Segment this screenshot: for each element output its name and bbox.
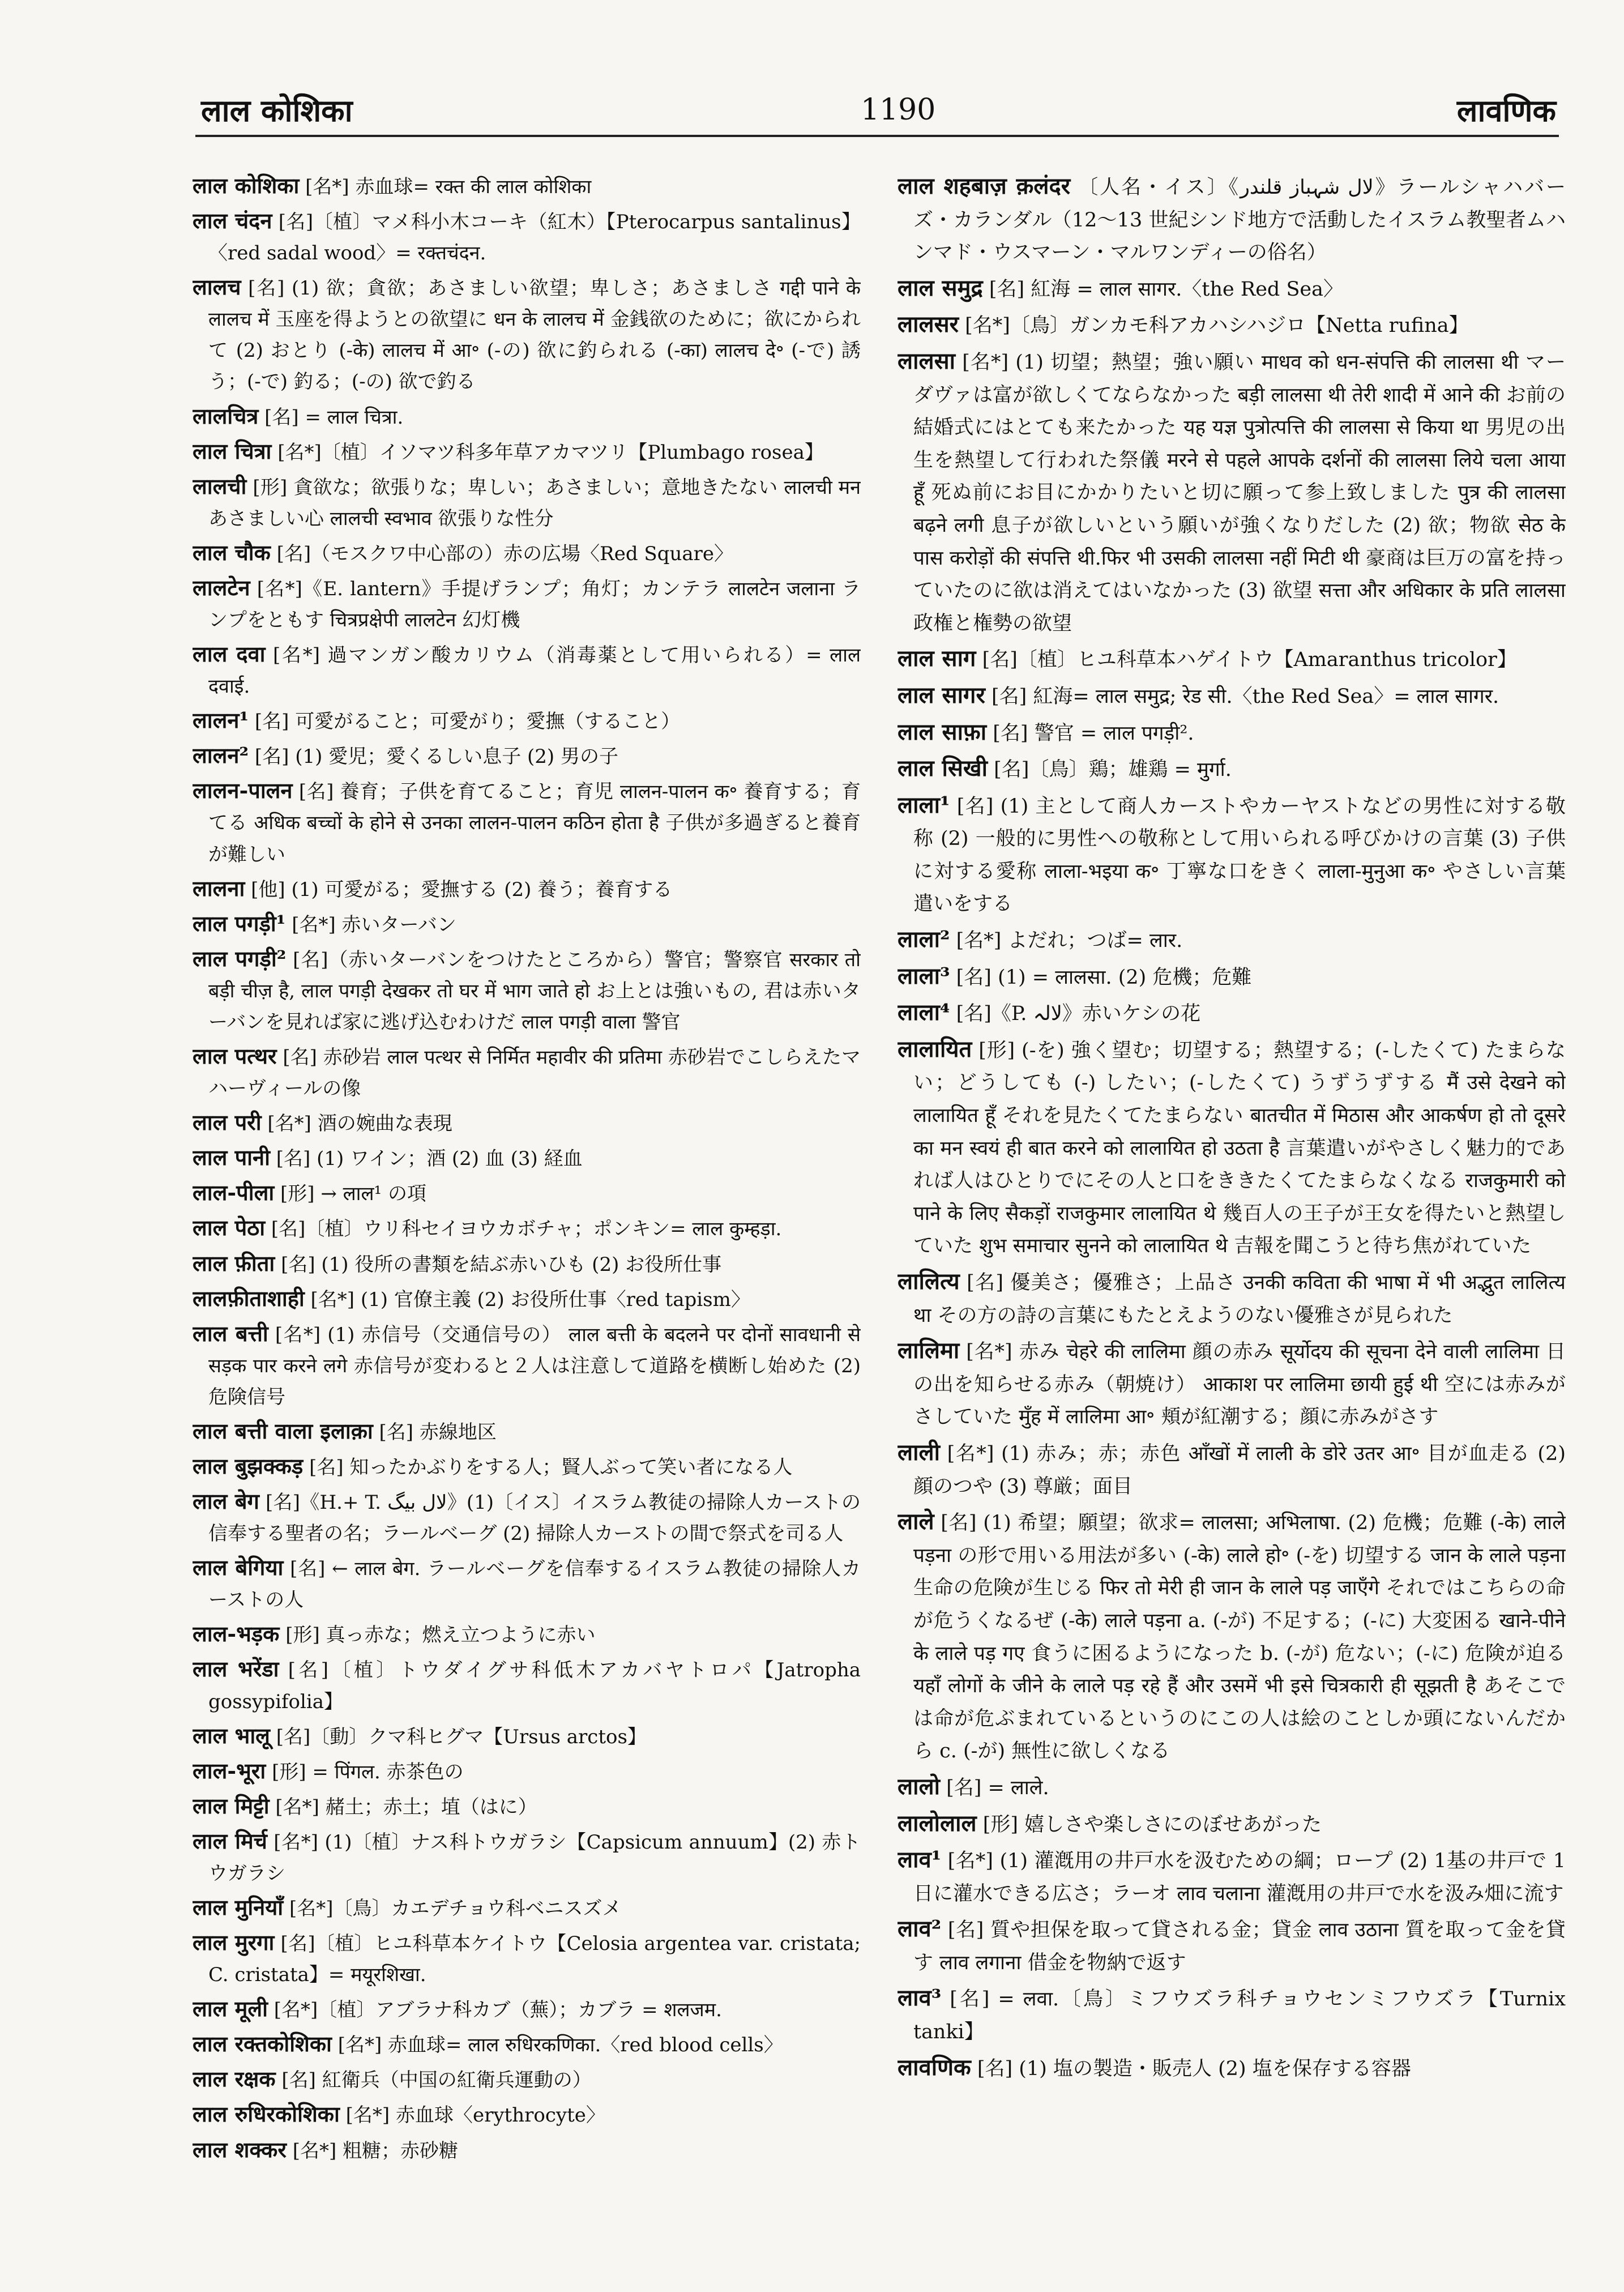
entry-headword: लाल मुनियाँ — [193, 1894, 284, 1920]
dictionary-entry — [193, 170, 861, 203]
entry-body: [名] 赤砂岩 लाल पत्थर से निर्मित महावीर की प्रतिमा 赤砂岩でこしらえたマハーヴィールの像 — [208, 1046, 861, 1100]
entry-headword: लाल फ़ीता — [193, 1250, 275, 1276]
header-rule — [195, 135, 1559, 137]
entry-body: [名] 質や担保を取って貸される金；貸金 लाव उठाना 質を取って金を貸す लाव लगाना 借金を物納で返す — [913, 1919, 1566, 1974]
dictionary-entry — [193, 2063, 861, 2096]
entry-headword: लाल पत्थर — [193, 1043, 277, 1069]
dictionary-entry — [193, 1618, 861, 1651]
entry-headword: लाव³ — [898, 1984, 942, 2012]
entry-body: 〔人名・イス〕《لال شہباز قلندر》ラールシャハバーズ・カランダル（12〜13 世紀シンド地方で活動したイスラム教聖者ムハンマド・ウスマーン・マルワンディーの俗名） — [913, 176, 1566, 264]
entry-headword: लाल मूली — [193, 1996, 268, 2022]
entry-body: [名*] 粗糖；赤砂糖 — [292, 2139, 459, 2162]
entry-headword: लाल चंदन — [193, 208, 272, 234]
dictionary-entry — [193, 471, 861, 535]
entry-headword: लालसा — [898, 347, 955, 374]
entry-body: [名*] 酒の婉曲な表現 — [267, 1112, 452, 1136]
entry-headword: लालसर — [898, 311, 959, 338]
dictionary-entry — [193, 1720, 861, 1753]
entry-body: [名] 知ったかぶりをする人；賢人ぶって笑い者になる人 — [309, 1456, 793, 1479]
entry-headword: लाल पगड़ी¹ — [193, 910, 286, 936]
entry-headword: लावणिक — [898, 2054, 971, 2081]
entry-headword: लाला³ — [898, 962, 950, 989]
entry-headword: लालना — [193, 875, 245, 901]
entry-headword: लाल-पीला — [193, 1180, 275, 1206]
entry-body: [名]〔植〕ヒユ科草本ハゲイトウ【Amaranthus tricolor】 — [982, 648, 1517, 672]
dictionary-entry — [193, 740, 861, 772]
entry-headword: लाल पानी — [193, 1145, 270, 1171]
dictionary-entry — [193, 1486, 861, 1550]
entry-body: [名] (1) 役所の書類を結ぶ赤いひも (2) お役所仕事 — [281, 1253, 722, 1276]
entry-headword: लाली — [898, 1439, 940, 1466]
running-head-right: लावणिक — [1456, 92, 1556, 129]
dictionary-entry — [193, 1450, 861, 1483]
dictionary-entry — [898, 272, 1566, 306]
entry-headword: लाल चित्रा — [193, 438, 272, 464]
dictionary-entry — [193, 1040, 861, 1104]
entry-headword: लालन¹ — [193, 707, 249, 733]
dictionary-entry — [193, 400, 861, 433]
dictionary-entry — [193, 1825, 861, 1889]
dictionary-entry — [898, 2051, 1566, 2086]
entry-headword: लाल दवा — [193, 641, 266, 667]
entry-body: [名*]〔植〕イソマツ科多年草アカマツリ【Plumbago rosea】 — [277, 441, 824, 464]
entry-body: [名]〔植〕ヒユ科草本ケイトウ【Celosia argentea var. cristata; C. cristata】= मयूरशिखा. — [208, 1932, 861, 1987]
entry-headword: लाल शक्कर — [193, 2136, 287, 2162]
entry-body: [名] 紅海= लाल समुद्र; रेड सी.〈the Red Sea〉= लाल सागर. — [991, 685, 1499, 708]
entry-body: [名] = लवा.〔鳥〕ミフウズラ科チョウセンミフウズラ【Turnix tanki】 — [913, 1988, 1566, 2044]
page-number: 1190 — [861, 93, 936, 127]
dictionary-entry — [193, 2098, 861, 2131]
dictionary-entry — [193, 436, 861, 468]
entry-body: [形] 真っ赤な；燃え立つように赤い — [285, 1624, 596, 1647]
entry-headword: लाल सागर — [898, 681, 985, 708]
entry-body: [名*] 赤み चेहरे की लालिमा 顔の赤み सूर्योदय की सूचना देने वाली लालिमा 日の出を知らせる赤み（朝焼け） आकाश पर लालिमा छायी हुई थी 空には赤みがさしていた मुँह में लालिमा आ॰ 頬が紅潮する；顔に赤みがさす — [913, 1341, 1566, 1429]
entry-headword: लाल रक्षक — [193, 2066, 276, 2092]
entry-headword: लालिमा — [898, 1337, 960, 1364]
dictionary-entry — [898, 789, 1566, 921]
entry-body: [名*]〔植〕アブラナ科カブ（蕪）；カブラ = शलजम. — [273, 1999, 722, 2022]
entry-body: [名] 赤線地区 — [379, 1420, 497, 1444]
dictionary-entry — [193, 2028, 861, 2061]
entry-body: [他] (1) 可愛がる；愛撫する (2) 養う；養育する — [251, 878, 673, 901]
entry-headword: लालोलाल — [898, 1809, 977, 1837]
entry-body: [名] 警官 = लाल पगड़ी². — [993, 722, 1194, 745]
entry-headword: लाव² — [898, 1915, 942, 1943]
entry-headword: लालचित्र — [193, 403, 259, 429]
entry-body: [名*] 赤血球〈erythrocyte〉 — [345, 2104, 605, 2127]
entry-headword: लाला¹ — [898, 791, 950, 818]
dictionary-entry — [193, 271, 861, 398]
entry-body: [名]《P. لالہ》赤いケシの花 — [956, 1002, 1201, 1026]
entry-headword: लालो — [898, 1773, 940, 1800]
dictionary-entry — [898, 1807, 1566, 1842]
entry-body: [名*] 赤血球= रक्त की लाल कोशिका — [305, 176, 592, 198]
entry-headword: लाल मिट्टी — [193, 1792, 270, 1819]
running-head-left: लाल कोशिका — [201, 92, 353, 129]
entry-headword: लाले — [898, 1508, 934, 1535]
dictionary-entry — [898, 1913, 1566, 1979]
dictionary-entry — [193, 943, 861, 1038]
entry-body: [形] 嬉しさや楽しさにのぼせあがった — [982, 1813, 1322, 1836]
entry-body: [名*]〔鳥〕カエデチョウ科ベニスズメ — [289, 1897, 622, 1920]
entry-headword: लाल मिर्च — [193, 1828, 267, 1854]
dictionary-entry — [898, 1033, 1566, 1263]
dictionary-entry — [898, 996, 1566, 1031]
entry-headword: लाल बत्ती वाला इलाक़ा — [193, 1418, 373, 1444]
dictionary-entry — [193, 908, 861, 941]
dictionary-entry — [193, 2134, 861, 2167]
entry-headword: लालची — [193, 473, 247, 499]
dictionary-entry — [193, 1212, 861, 1245]
entry-body: [名*] (1) 官僚主義 (2) お役所仕事〈red tapism〉 — [310, 1288, 750, 1311]
entry-headword: लाल रक्तकोशिका — [193, 2031, 332, 2057]
dictionary-entry — [898, 960, 1566, 995]
entry-body: [名] 紅衛兵（中国の紅衛兵運動の） — [281, 2069, 592, 2092]
entry-headword: लाला⁴ — [898, 999, 950, 1026]
dictionary-entry — [898, 170, 1566, 270]
dictionary-entry — [898, 345, 1566, 640]
dictionary-entry — [193, 1248, 861, 1281]
dictionary-entry — [193, 1755, 861, 1788]
column-right — [898, 170, 1566, 2254]
entry-body: [形] = पिंगल. 赤茶色の — [272, 1760, 464, 1783]
entry-body: [名] (1) ワイン；酒 (2) 血 (3) 経血 — [276, 1147, 583, 1171]
entry-body: [名] = लाल चित्रा. — [264, 406, 404, 429]
entry-headword: लाल परी — [193, 1109, 262, 1136]
dictionary-entry — [193, 1653, 861, 1717]
dictionary-entry — [193, 1993, 861, 2026]
entry-headword: लाल साफ़ा — [898, 718, 987, 745]
dictionary-entry — [898, 1770, 1566, 1805]
dictionary-entry — [193, 537, 861, 570]
entry-headword: लाल बत्ती — [193, 1320, 268, 1346]
entry-body: [名] = लाले. — [946, 1776, 1049, 1799]
entry-body: [名*] よだれ；つば= लार. — [956, 929, 1183, 953]
entry-body: [名] 養育；子供を育てること；育児 लालन-पालन क॰ 養育する；育てる अधिक बच्चों के होने से उनका लालन-पालन कठिन होता है 子供が多過ぎると養育が難しい — [208, 780, 861, 866]
dictionary-entry — [193, 1177, 861, 1210]
entry-headword: लाल पगड़ी² — [193, 945, 287, 971]
entry-headword: लालित्य — [898, 1268, 960, 1295]
entry-body: [名] (1) 愛児；愛くるしい息子 (2) 男の子 — [254, 745, 619, 769]
entry-body: [名]（赤いターバンをつけたところから）警官；警察官 सरकार तो बड़ी चीज़ है, लाल पगड़ी देखकर तो घर में भाग जाते हो お上とは強いもの, 君は赤いターバンを見れば家に逃げ込むわけだ लाल पगड़ी वाला 警官 — [208, 948, 861, 1034]
dictionary-entry — [193, 1142, 861, 1175]
dictionary-entry — [898, 1265, 1566, 1332]
entry-headword: लाल भरेंडा — [193, 1656, 279, 1682]
entry-body: [名*] 赤いターバン — [292, 913, 456, 936]
entry-headword: लाल बेगिया — [193, 1555, 284, 1581]
dictionary-entry — [898, 642, 1566, 677]
entry-headword: लालन² — [193, 742, 249, 769]
dictionary-entry — [193, 775, 861, 870]
entry-headword: लाल शहबाज़ क़लंदर — [898, 173, 1071, 199]
dictionary-entry — [193, 1552, 861, 1616]
entry-headword: लाल-भूरा — [193, 1757, 266, 1783]
dictionary-entry — [898, 1982, 1566, 2048]
entry-headword: लाल कोशिका — [193, 173, 300, 198]
entry-headword: लालन-पालन — [193, 778, 293, 804]
entry-headword: लाल रुधिरकोशिका — [193, 2101, 340, 2127]
dictionary-entry — [193, 1107, 861, 1139]
entry-headword: लाल बेग — [193, 1488, 259, 1514]
dictionary-entry — [193, 705, 861, 737]
entry-headword: लाल साग — [898, 645, 976, 672]
entry-headword: लाव¹ — [898, 1846, 942, 1873]
entry-headword: लालच — [193, 274, 241, 300]
dictionary-entry — [193, 205, 861, 269]
entry-headword: लाल चौक — [193, 539, 271, 565]
dictionary-entry — [193, 1318, 861, 1413]
entry-body: [名]〔動〕クマ科ヒグマ【Ursus arctos】 — [276, 1725, 647, 1748]
entry-headword: लाल मुरगा — [193, 1930, 275, 1956]
entry-body: [名*] 赤血球= लाल रुधिरकणिका.〈red blood cells〉 — [337, 2034, 783, 2057]
entry-body: [名*] 過マンガン酸カリウム（消毒薬として用いられる）= लाल दवाई. — [208, 644, 861, 698]
entry-headword: लालायित — [898, 1035, 972, 1062]
entry-body: [形] (-を) 強く望む；切望する；熱望する；(-したくて) たまらない；どうしても (-) したい；(-したくて) うずうずする मैं उसे देखने को लालायित हूँ それを見たくてたまらない बातचीत में मिठास और आकर्षण हो तो दूसरे का मन स्वयं ही बात करने को लालायित हो उठता है 言葉遣いがやさしく魅力的であれば人はひとりでにその人と口をききたくてたまらなくなる राजकुमारी को पाने के लिए सैकड़ों राजकुमार लालायित थे 幾百人の王子が王女を得たいと熱望していた शुभ समाचार सुनने को लालायित थे 吉報を聞こうと待ち焦がれていた — [913, 1039, 1566, 1258]
entry-body: [名*]《E. lantern》手提げランプ；角灯；カンテラ लालटेन जलाना ランプをともす चित्रप्रक्षेपी लालटेन 幻灯機 — [208, 577, 861, 632]
entry-headword: लाल भालू — [193, 1722, 270, 1748]
dictionary-entry — [898, 752, 1566, 787]
entry-body: [形] 貪欲な；欲張りな；卑しい；あさましい；意地きたない लालची मन あさましい心 लालची स्वभाव 欲張りな性分 — [208, 476, 861, 530]
entry-headword: लाल सिखी — [898, 755, 988, 782]
entry-headword: लाला² — [898, 926, 950, 953]
dictionary-entry — [898, 308, 1566, 343]
entry-body: [形] → लाल¹ の項 — [280, 1183, 426, 1206]
column-left — [193, 170, 861, 2254]
entry-headword: लाल-भड़क — [193, 1621, 280, 1647]
dictionary-entry — [898, 1843, 1566, 1910]
entry-body: [名*]〔鳥〕ガンカモ科アカハシハジロ【Netta rufina】 — [965, 314, 1469, 338]
dictionary-entry — [898, 923, 1566, 958]
entry-body: [名]《H.+ T. لال بیگ》(1)〔イス〕イスラム教徒の掃除人カーストの信奉する聖者の名；ラールベーグ (2) 掃除人カーストの間で祭式を司る人 — [208, 1491, 861, 1546]
entry-body: [名] 紅海 = लाल सागर.〈the Red Sea〉 — [989, 278, 1344, 301]
entry-body: [名*] (1) 灌漑用の井戸水を汲むための綱；ロープ (2) 1基の井戸で 1 日に灌水できる広さ；ラーオ लाव चलाना 灌漑用の井戸で水を汲み畑に流す — [913, 1850, 1566, 1905]
entry-headword: लालटेन — [193, 574, 250, 600]
dictionary-entry — [193, 1415, 861, 1448]
entry-headword: लाल बुझक्कड़ — [193, 1453, 304, 1479]
dictionary-entry — [193, 572, 861, 636]
entry-body: [名*] (1) 赤信号（交通信号の） लाल बत्ती के बदलने पर दोनों सावधानी से सड़क पार करने लगे 赤信号が変わると２人は注意して道路を横断し始めた (2) 危険信号 — [208, 1323, 861, 1409]
dictionary-entry — [193, 1283, 861, 1316]
dictionary-entry — [193, 873, 861, 906]
entry-body: [名] ← लाल बेग. ラールベーグを信奉するイスラム教徒の掃除人カーストの人 — [208, 1557, 861, 1612]
dictionary-entry — [193, 638, 861, 702]
entry-body: [名] (1) 欲；貪欲；あさましい欲望；卑しさ；あさましさ गद्दी पाने के लालच में 玉座を得ようとの欲望に धन के लालच में 金銭欲のために；欲にかられて (2) おとり (-के) लालच में आ॰ (-の) 欲に釣られる (-का) लालच दे॰ (-で) 誘う；(-で) 釣る；(-の) 欲で釣る — [208, 277, 861, 394]
dictionary-entry — [898, 1436, 1566, 1503]
entry-body: [名]〔植〕マメ科小木コーキ（紅木）【Pterocarpus santalinus】〈red sadal wood〉= रक्तचंदन. — [208, 211, 861, 265]
dictionary-entry — [193, 1892, 861, 1924]
entry-body: [名*] (1) 切望；熱望；強い願い माधव को धन-संपत्ति की लालसा थी マーダヴァは富が欲しくてならなかった बड़ी लालसा थी तेरी शादी में आने की お前の結婚式にはとても来たかった यह यज्ञ पुत्रोत्पत्ति की लालसा से किया था 男児の出生を熱望して行われた祭儀 मरने से पहले आपके दर्शनों की लालसा लिये चला आया हूँ 死ぬ前にお目にかかりたいと切に願って参上致しました पुत्र की लालसा बढ़ने लगी 息子が欲しいという願いが強くなりだした (2) 欲；物欲 सेठ के पास करोड़ों की संपत्ति थी.फिर भी उसकी लालसा नहीं मिटी थी 豪商は巨万の富を持っていたのに欲は消えてはいなかった (3) 欲望 सत्ता और अधिकार के प्रति लालसा 政権と権勢の欲望 — [913, 351, 1566, 635]
dictionary-entry — [898, 1334, 1566, 1434]
entry-body: [名] (1) 塩の製造・販売人 (2) 塩を保存する容器 — [977, 2057, 1411, 2080]
entry-body: [名] 優美さ；優雅さ；上品さ उनकी कविता की भाषा में भी अद्भुत लालित्य था その方の詩の言葉にもたとえようのない優雅さが見られた — [913, 1271, 1566, 1327]
entry-body: [名]〔植〕トウダイグサ科低木アカバヤトロパ【Jatropha gossypifolia】 — [208, 1659, 861, 1713]
entry-headword: लालफ़ीताशाही — [193, 1285, 305, 1311]
dictionary-entry — [898, 679, 1566, 714]
entry-body: [名]〔植〕ウリ科セイヨウカボチャ；ポンキン= लाल कुम्हड़ा. — [271, 1218, 782, 1241]
dictionary-entry — [898, 1505, 1566, 1768]
entry-body: [名*] 赭土；赤土；埴（はに） — [275, 1795, 537, 1819]
dictionary-entry — [898, 716, 1566, 750]
entry-body: [名] (1) 希望；願望；欲求= लालसा; अभिलाषा. (2) 危機；危難 (-के) लाले पड़ना の形で用いる用法が多い (-के) लाले हो॰ (-を) 切望する जान के लाले पड़ना 生命の危険が生じる फिर तो मेरी ही जान के लाले पड़ जाएँगे それではこちらの命が危うくなるぜ (-के) लाले पड़ना a. (-が) 不足する；(-に) 大変困る खाने-पीने के लाले पड़ गए 食うに困るようになった b. (-が) 危ない；(-に) 危険が迫る यहाँ लोगों के जीने के लाले पड़ रहे हैं और उसमें भी इसे चित्रकारी ही सूझती है あそこでは命が危ぶまれているというのにこの人は絵のことしか頭にないんだから c. (-が) 無性に欲しくなる — [913, 1512, 1566, 1763]
entry-headword: लाल पेठा — [193, 1215, 266, 1241]
dictionary-entry — [193, 1790, 861, 1823]
entry-body: [名*] (1)〔植〕ナス科トウガラシ【Capsicum annuum】(2) 赤トウガラシ — [208, 1830, 861, 1885]
entry-body: [名*] (1) 赤み；赤；赤色 आँखों में लाली के डोरे उतर आ॰ 目が血走る (2) 顔のつや (3) 尊厳；面目 — [913, 1442, 1566, 1498]
entry-body: [名]（モスクワ中心部の）赤の広場〈Red Square〉 — [276, 542, 733, 565]
dictionary-entry — [193, 1927, 861, 1991]
entry-body: [名] (1) 主として商人カーストやカーヤストなどの男性に対する敬称 (2) 一般的に男性への敬称として用いられる呼びかけの言葉 (3) 子供に対する愛称 लाला-भइया क॰ 丁寧な口をきく लाला-मुनुआ क॰ やさしい言葉遣いをする — [913, 795, 1566, 916]
entry-headword: लाल समुद्र — [898, 274, 983, 301]
entry-body: [名] (1) = लालसा. (2) 危機；危難 — [956, 966, 1252, 989]
entry-body: [名]〔鳥〕鶏；雄鶏 = मुर्गा. — [994, 758, 1232, 782]
entry-body: [名] 可愛がること；可愛がり；愛撫（すること） — [254, 710, 681, 733]
